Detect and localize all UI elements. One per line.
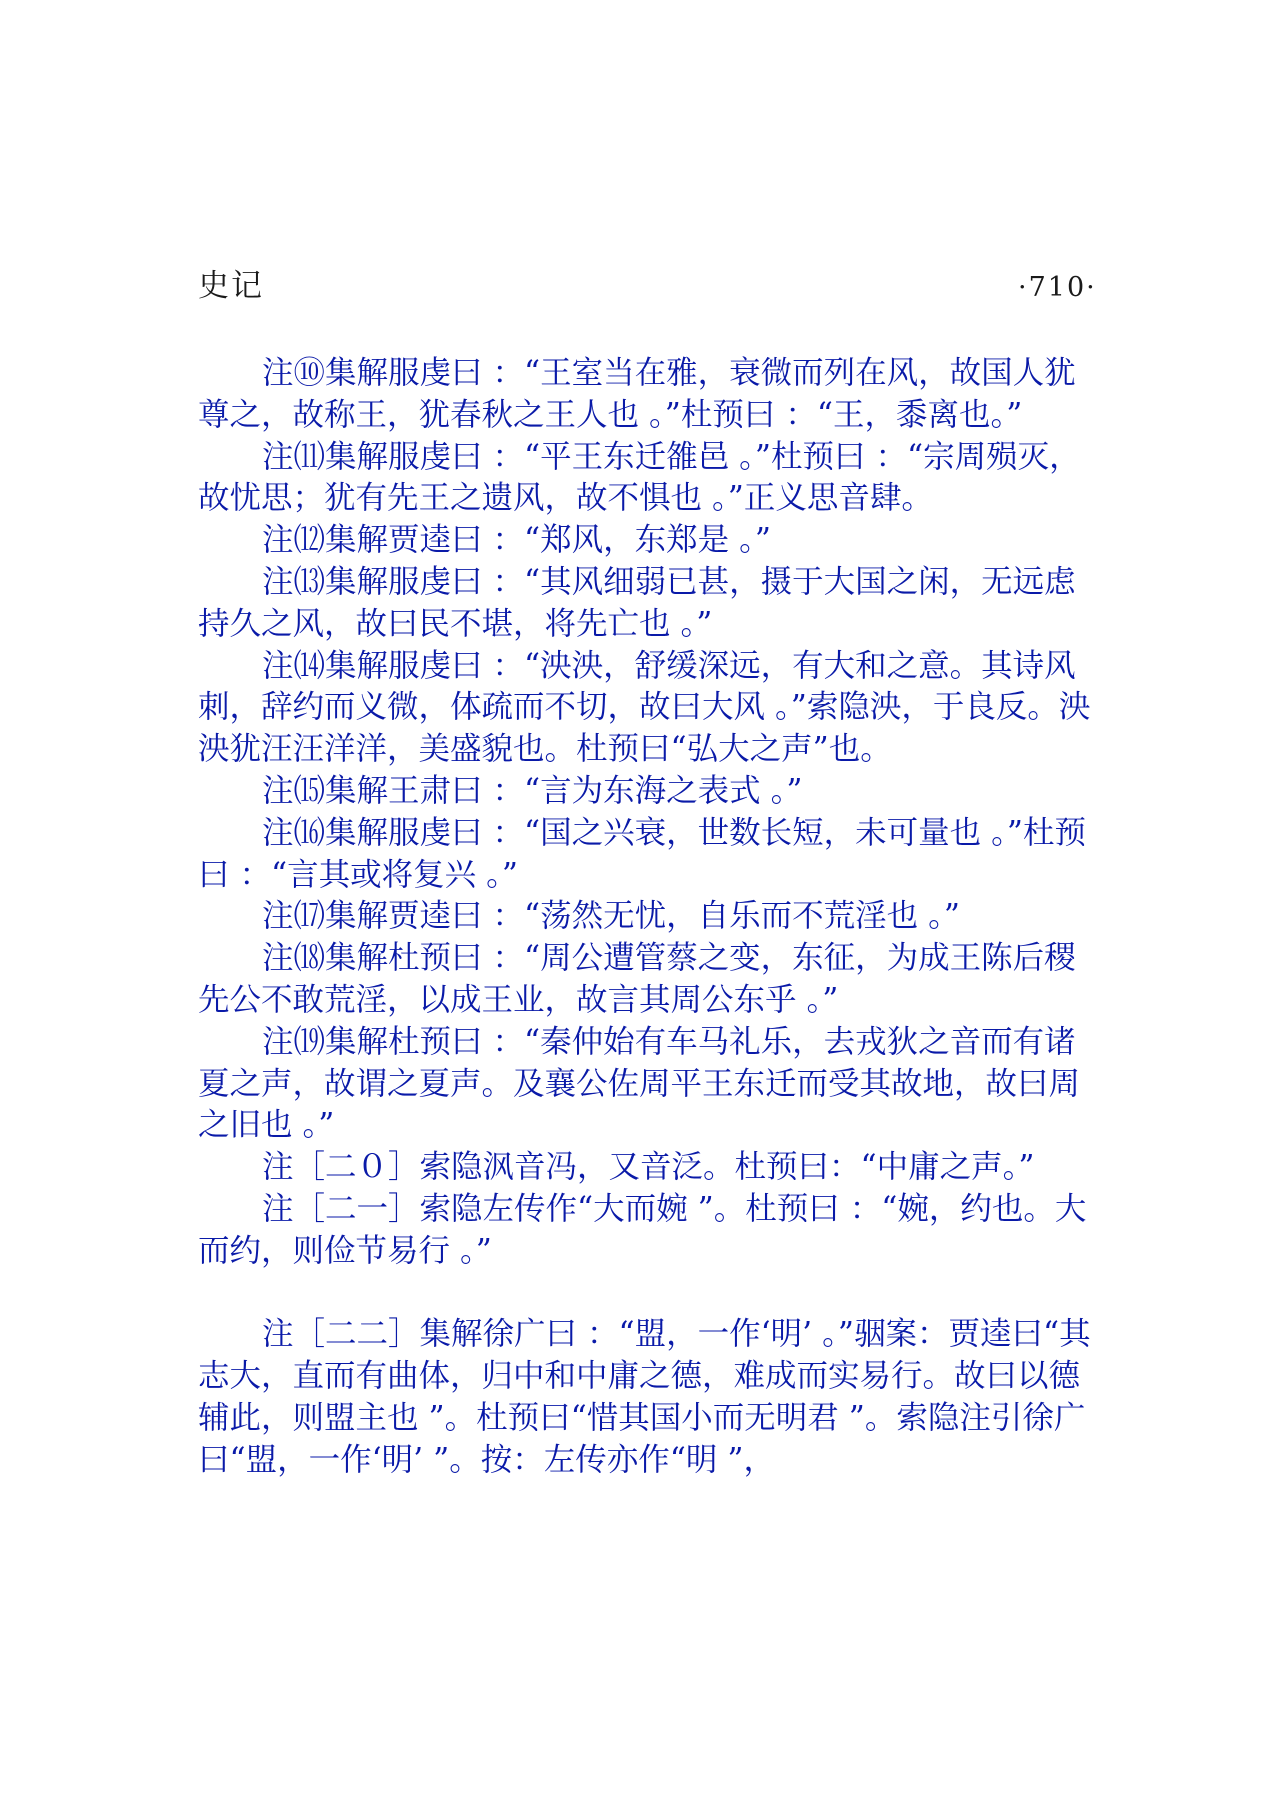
note-19: 注⒆集解杜预曰 ：“秦仲始有车马礼乐，去戎狄之音而有诸夏之声，故谓之夏声。及襄公佐周平王东迁而受其故地，故曰周之旧也 。” bbox=[198, 1023, 1081, 1144]
paragraph-gap bbox=[198, 1273, 1103, 1315]
note-15: 注⒂集解王肃曰 ：“言为东海之表式 。” bbox=[262, 772, 803, 809]
note-22: 注［二二］集解徐广曰 ：“盟，一作‘明’ 。”骃案：贾逵曰“其志大，直而有曲体，归中和中庸之德，难成而实易行。故曰以德辅此，则盟主也 ”。杜预曰“惜其国小而无明君 ”。索隐注引徐广曰“盟，一作‘明’ ”。按：左传亦作“明 ”， bbox=[198, 1316, 1091, 1478]
page-number: ·710· bbox=[1018, 272, 1097, 303]
note-14: 注⒁集解服虔曰 ：“泱泱，舒缓深远，有大和之意。其诗风刺，辞约而义微，体疏而不切，故曰大风 。”索隐泱，于良反。泱泱犹汪汪洋洋，美盛貌也。杜预曰“弘大之声”也。 bbox=[198, 647, 1091, 768]
note-21: 注［二一］索隐左传作“大而婉 ”。杜预曰 ：“婉，约也。大而约，则俭节易行 。” bbox=[198, 1190, 1087, 1269]
commentary-text bbox=[198, 353, 1103, 1482]
note-12: 注⑿集解贾逵曰 ：“郑风，东郑是 。” bbox=[262, 522, 771, 559]
note-10: 注⑩集解服虔曰 ：“王室当在雅，衰微而列在风，故国人犹尊之，故称王，犹春秋之王人也 。”杜预曰 ：“王，黍离也。” bbox=[198, 355, 1076, 433]
note-11: 注⑾集解服虔曰 ：“平王东迁雒邑 。”杜预曰 ：“宗周殒灭，故忧思；犹有先王之遗风，故不惧也 。”正义思音肆。 bbox=[198, 438, 1081, 517]
note-13: 注⒀集解服虔曰 ：“其风细弱已甚，摄于大国之闲，无远虑持久之风，故曰民不堪，将先亡也 。” bbox=[198, 563, 1076, 642]
note-20: 注［二０］索隐沨音冯，又音泛。杜预曰：“中庸之声。” bbox=[262, 1149, 1035, 1186]
note-17: 注⒄集解贾逵曰 ：“荡然无忧，自乐而不荒淫也 。” bbox=[262, 898, 960, 935]
book-title: 史记 bbox=[198, 268, 264, 304]
note-18: 注⒅集解杜预曰 ：“周公遭管蔡之变，东征，为成王陈后稷先公不敢荒淫，以成王业，故言其周公东乎 。” bbox=[198, 940, 1076, 1018]
note-16: 注⒃集解服虔曰 ：“国之兴衰，世数长短，未可量也 。”杜预曰 ：“言其或将复兴 。” bbox=[198, 814, 1086, 893]
